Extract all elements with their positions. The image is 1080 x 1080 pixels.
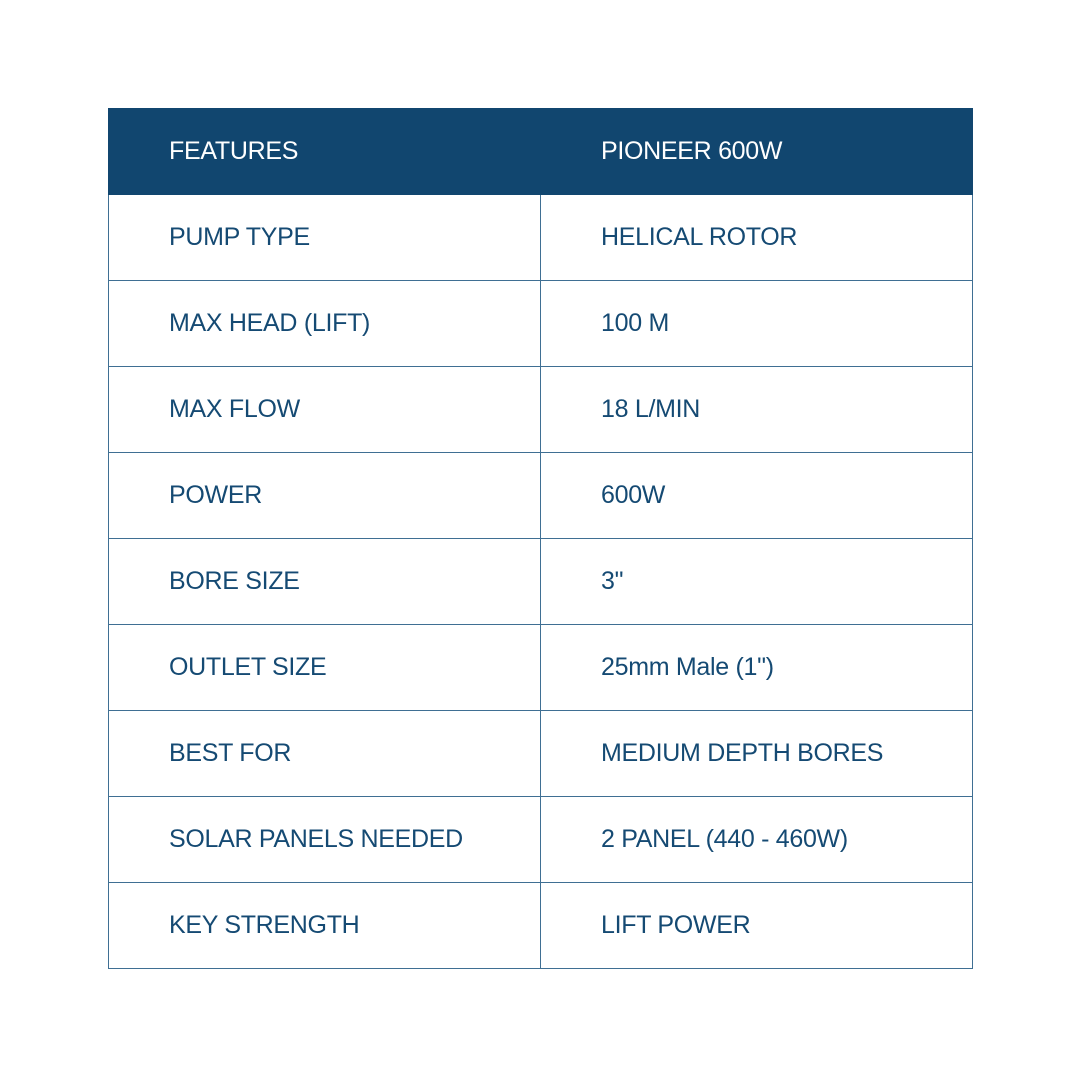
header-features: FEATURES [109, 109, 541, 195]
table-body [109, 195, 973, 969]
table-row [109, 539, 973, 625]
header-product: PIONEER 600W [541, 109, 973, 195]
feature-label: KEY STRENGTH [109, 883, 541, 969]
feature-label: MAX HEAD (LIFT) [109, 281, 541, 367]
table-row [109, 625, 973, 711]
table-header [109, 109, 973, 195]
table-row [109, 453, 973, 539]
feature-label: PUMP TYPE [109, 195, 541, 281]
table-row [109, 367, 973, 453]
feature-label: OUTLET SIZE [109, 625, 541, 711]
feature-value: LIFT POWER [541, 883, 973, 969]
header-row [109, 109, 973, 195]
feature-value: HELICAL ROTOR [541, 195, 973, 281]
feature-value: MEDIUM DEPTH BORES [541, 711, 973, 797]
feature-value: 25mm Male (1") [541, 625, 973, 711]
feature-value: 18 L/MIN [541, 367, 973, 453]
feature-label: MAX FLOW [109, 367, 541, 453]
table-row [109, 281, 973, 367]
table-row [109, 711, 973, 797]
table-row [109, 195, 973, 281]
spec-table [108, 108, 973, 969]
table-row [109, 883, 973, 969]
feature-value: 600W [541, 453, 973, 539]
feature-value: 2 PANEL (440 - 460W) [541, 797, 973, 883]
table-row [109, 797, 973, 883]
feature-label: BORE SIZE [109, 539, 541, 625]
feature-label: SOLAR PANELS NEEDED [109, 797, 541, 883]
feature-value: 100 M [541, 281, 973, 367]
feature-value: 3" [541, 539, 973, 625]
feature-label: POWER [109, 453, 541, 539]
feature-label: BEST FOR [109, 711, 541, 797]
